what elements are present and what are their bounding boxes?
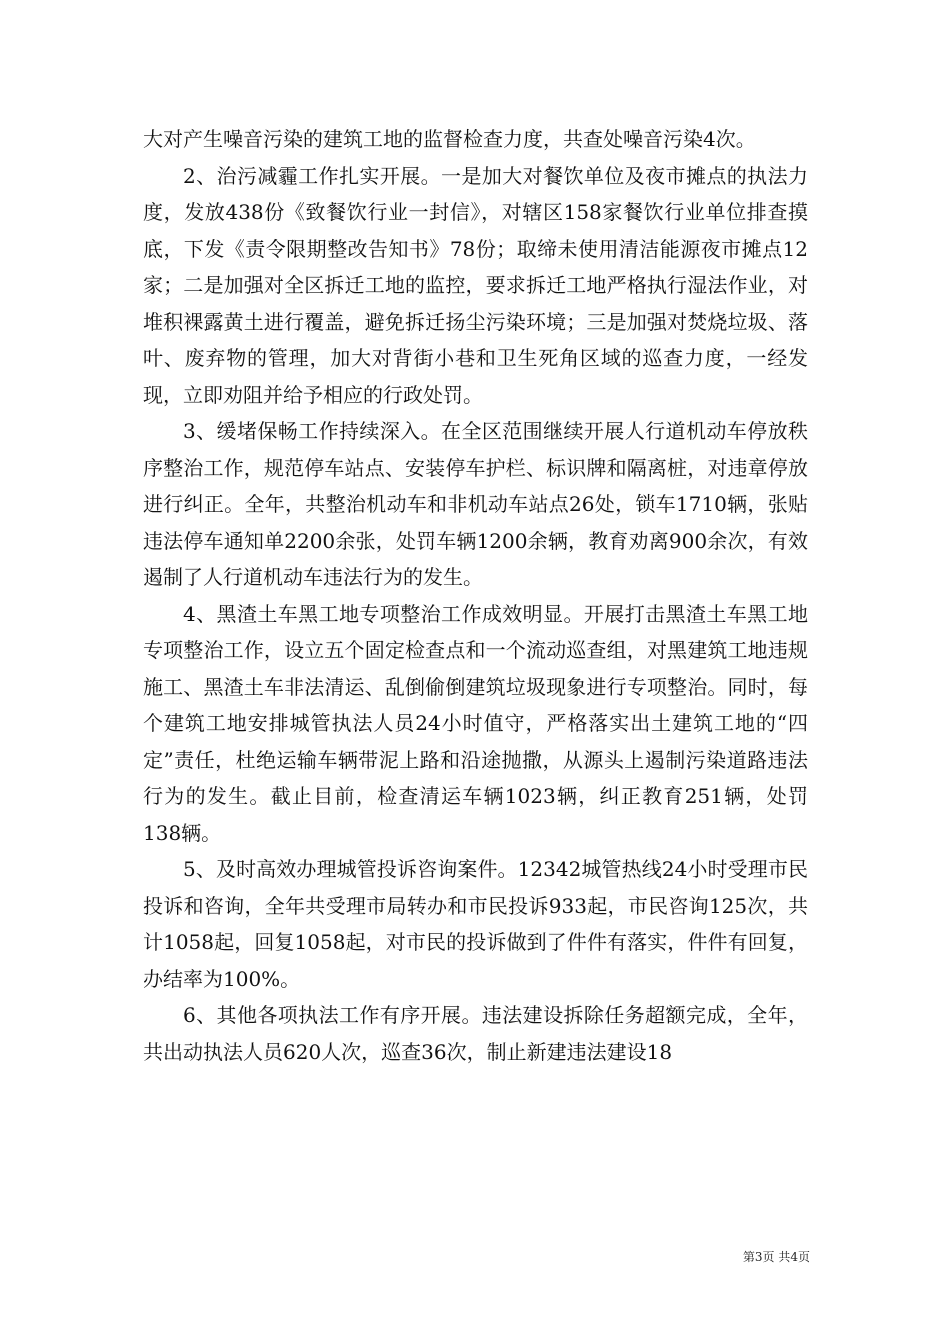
page-number: 第3页 共4页 bbox=[742, 1250, 810, 1264]
paragraph-item-4: 4、黑渣土车黑工地专项整治工作成效明显。开展打击黑渣土车黑工地专项整治工作，设立五个固定检查点和一个流动巡查组，对黑建筑工地违规施工、黑渣土车非法清运、乱倒偷倒建筑垃圾现象进行专项整治。同时，每个建筑工地安排城管执法人员24小时值守，严格落实出土建筑工地的“四定”责任，杜绝运输车辆带泥上路和沿途抛撒，从源头上遏制污染道路违法行为的发生。截止目前，检查清运车辆1023辆，纠正教育251辆，处罚138辆。 bbox=[143, 601, 808, 845]
paragraph-item-3: 3、缓堵保畅工作持续深入。在全区范围继续开展人行道机动车停放秩序整治工作，规范停车站点、安装停车护栏、标识牌和隔离桩，对违章停放进行纠正。全年，共整治机动车和非机动车站点26处，锁车1710辆，张贴违法停车通知单2200余张，处罚车辆1200余辆，教育劝离900余次，有效遏制了人行道机动车违法行为的发生。 bbox=[143, 419, 808, 589]
paragraph-item-5: 5、及时高效办理城管投诉咨询案件。12342城管热线24小时受理市民投诉和咨询，全年共受理市局转办和市民投诉933起，市民咨询125次，共计1058起，回复1058起，对市民的投诉做到了件件有落实，件件有回复，办结率为100%。 bbox=[143, 857, 808, 991]
paragraph-item-6: 6、其他各项执法工作有序开展。违法建设拆除任务超额完成，全年，共出动执法人员620人次，巡查36次，制止新建违法建设18 bbox=[143, 1003, 808, 1064]
paragraph-item-2: 2、治污减霾工作扎实开展。一是加大对餐饮单位及夜市摊点的执法力度，发放438份《致餐饮行业一封信》，对辖区158家餐饮行业单位排查摸底，下发《责令限期整改告知书》78份；取缔未使用清洁能源夜市摊点12家；二是加强对全区拆迁工地的监控，要求拆迁工地严格执行湿法作业，对堆积裸露黄土进行覆盖，避免拆迁扬尘污染环境；三是加强对焚烧垃圾、落叶、废弃物的管理，加大对背街小巷和卫生死角区域的巡查力度，一经发现，立即劝阻并给予相应的行政处罚。 bbox=[143, 163, 808, 407]
document-body bbox=[143, 121, 808, 1070]
paragraph-continuation: 大对产生噪音污染的建筑工地的监督检查力度，共查处噪音污染4次。 bbox=[143, 127, 756, 151]
